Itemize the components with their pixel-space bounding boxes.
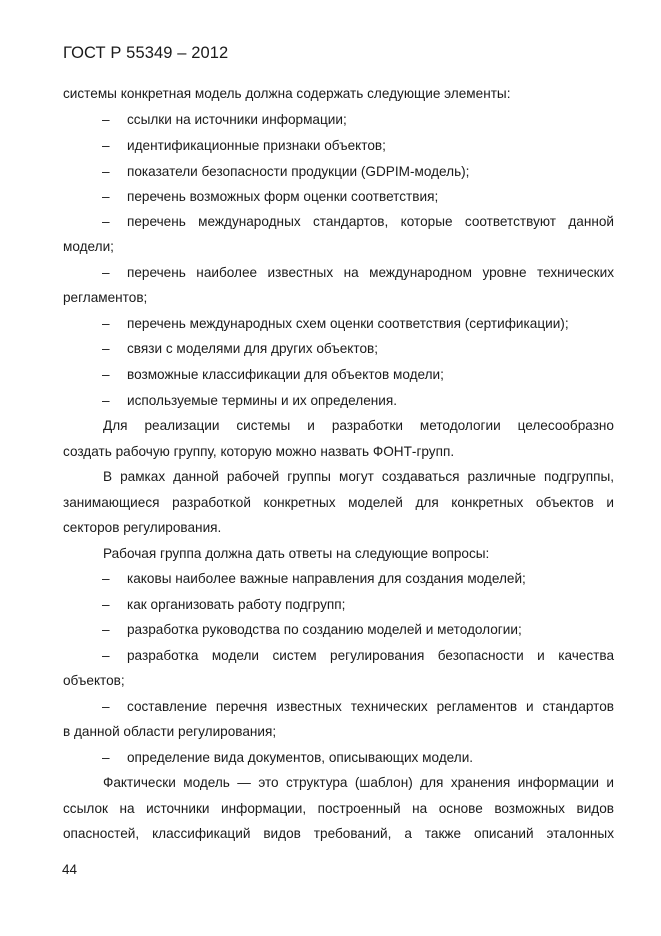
paragraph-line: занимающиеся разработкой конкретных моделей для конкретных объектов и [63, 495, 614, 510]
list-bullet: – [102, 214, 110, 229]
list-bullet: – [102, 622, 110, 637]
paragraph-line: ссылок на источники информации, построенный на основе возможных видов [63, 801, 614, 816]
paragraph-line: опасностей, классификаций видов требований, а также описаний эталонных [63, 826, 614, 841]
list-item: показатели безопасности продукции (GDPIM-модель); [127, 164, 470, 179]
list-item: используемые термины и их определения. [127, 393, 398, 408]
paragraph-line: создать рабочую группу, которую можно назвать ФОНТ-групп. [63, 444, 455, 459]
list-item-continuation: в данной области регулирования; [63, 724, 277, 739]
paragraph-line: Для реализации системы и разработки методологии целесообразно [103, 418, 614, 433]
list-bullet: – [102, 265, 110, 280]
list-item: каковы наиболее важные направления для создания моделей; [127, 571, 526, 586]
list-bullet: – [102, 571, 110, 586]
list-bullet: – [102, 367, 110, 382]
list-item: разработка руководства по созданию моделей и методологии; [127, 622, 522, 637]
document-header: ГОСТ Р 55349 – 2012 [63, 44, 229, 62]
list-item: перечень наиболее известных на международном уровне технических [127, 265, 614, 280]
list-item: перечень возможных форм оценки соответствия; [127, 189, 439, 204]
paragraph-line: В рамках данной рабочей группы могут создаваться различные подгруппы, [103, 469, 614, 484]
list-item: составление перечня известных технических регламентов и стандартов [127, 699, 614, 714]
list-bullet: – [102, 648, 110, 663]
list-item: определение вида документов, описывающих модели. [127, 750, 474, 765]
list-item: перечень международных стандартов, которые соответствуют данной [127, 214, 614, 229]
paragraph-line: секторов регулирования. [63, 520, 222, 535]
list-bullet: – [102, 393, 110, 408]
paragraph-line: Рабочая группа должна дать ответы на следующие вопросы: [103, 546, 490, 561]
text-line: системы конкретная модель должна содержать следующие элементы: [63, 86, 511, 101]
list-item: разработка модели систем регулирования безопасности и качества [127, 648, 614, 663]
list-item: ссылки на источники информации; [127, 112, 347, 127]
list-item: связи с моделями для других объектов; [127, 341, 379, 356]
list-item-continuation: модели; [63, 239, 114, 254]
list-item: как организовать работу подгрупп; [127, 597, 346, 612]
paragraph-line: Фактически модель — это структура (шаблон) для хранения информации и [103, 775, 614, 790]
list-bullet: – [102, 597, 110, 612]
list-bullet: – [102, 316, 110, 331]
list-bullet: – [102, 341, 110, 356]
list-item: идентификационные признаки объектов; [127, 138, 386, 153]
list-bullet: – [102, 699, 110, 714]
list-bullet: – [102, 189, 110, 204]
list-item: перечень международных схем оценки соответствия (сертификации); [127, 316, 569, 331]
list-item-continuation: объектов; [63, 673, 125, 688]
list-bullet: – [102, 138, 110, 153]
list-item-continuation: регламентов; [63, 290, 148, 305]
list-bullet: – [102, 750, 110, 765]
list-bullet: – [102, 112, 110, 127]
page-number: 44 [62, 862, 78, 877]
list-bullet: – [102, 164, 110, 179]
list-item: возможные классификации для объектов модели; [127, 367, 444, 382]
